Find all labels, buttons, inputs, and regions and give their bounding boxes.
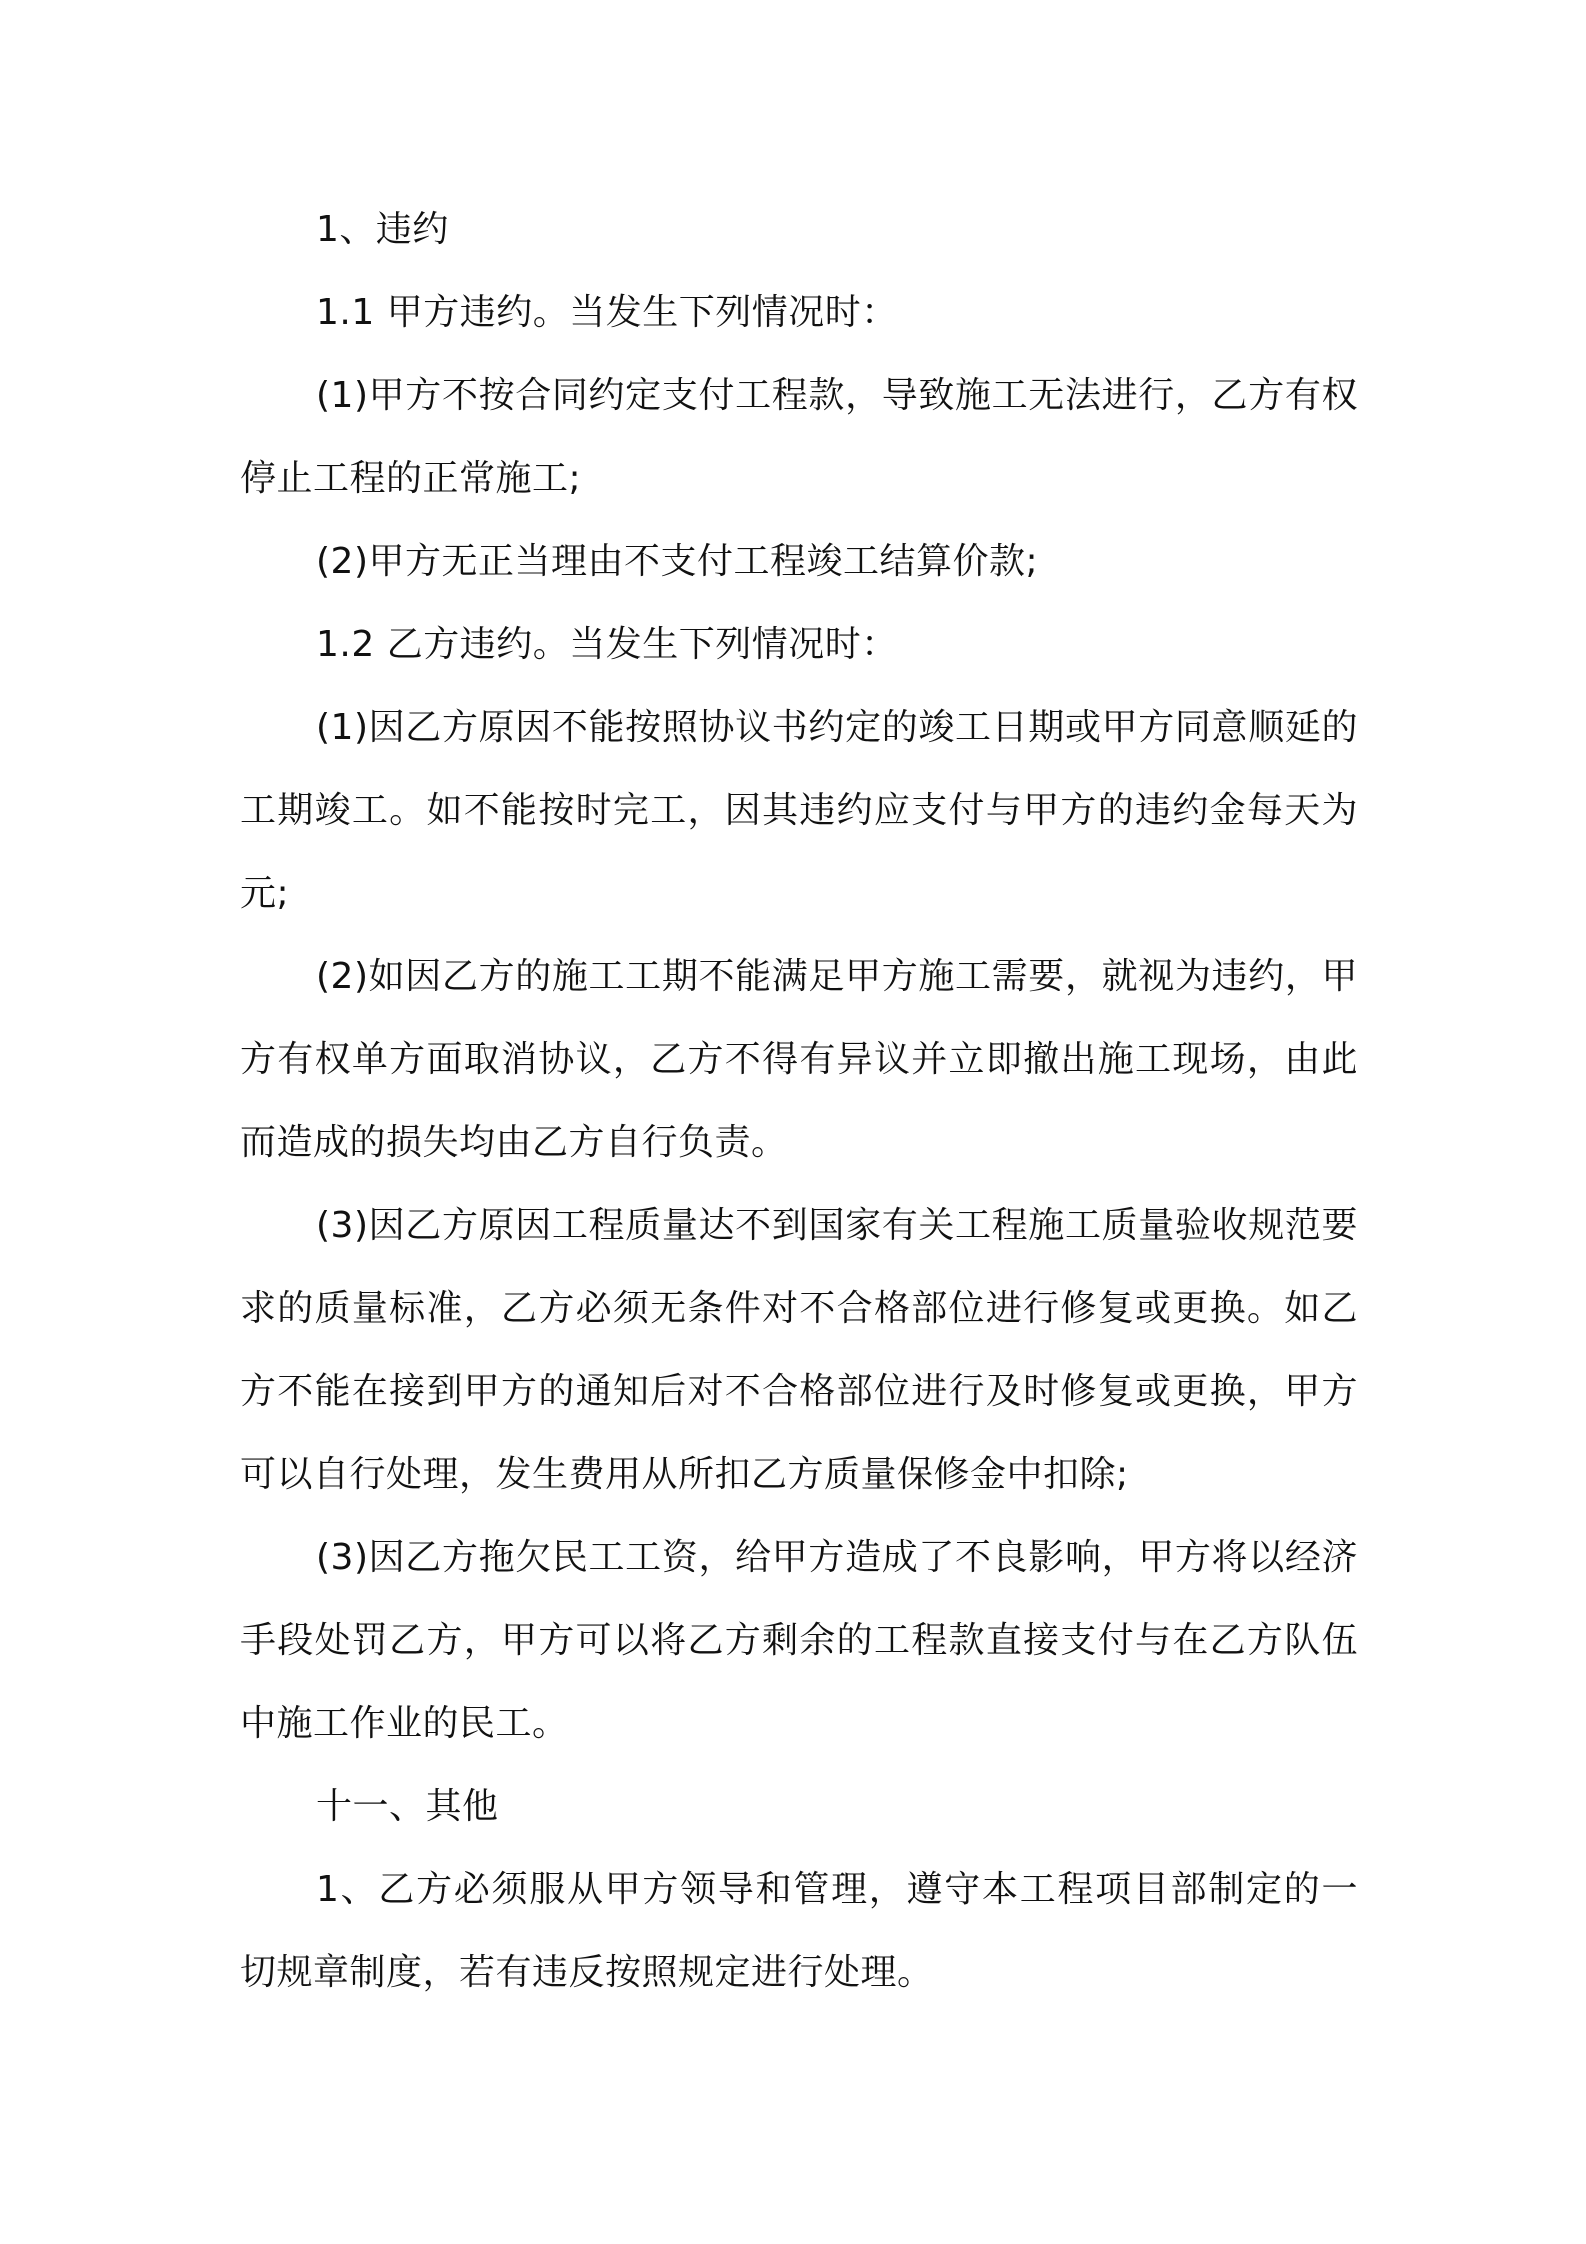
clause-1-2-item-2: (2)如因乙方的施工工期不能满足甲方施工需要，就视为违约，甲方有权单方面取消协议，乙方不得有异议并立即撤出施工现场，由此而造成的损失均由乙方自行负责。 (240, 956, 1358, 1163)
other-item-1: 1、乙方必须服从甲方领导和管理，遵守本工程项目部制定的一切规章制度，若有违反按照规定进行处理。 (240, 1869, 1358, 1993)
clause-1-2-item-1: (1)因乙方原因不能按照协议书约定的竣工日期或甲方同意顺延的工期竣工。如不能按时完工，因其违约应支付与甲方的违约金每天为元; (240, 707, 1358, 914)
clause-1-2-heading: 1.2 乙方违约。当发生下列情况时： (316, 624, 898, 665)
clause-1-2-item-3a: (3)因乙方原因工程质量达不到国家有关工程施工质量验收规范要求的质量标准，乙方必须无条件对不合格部位进行修复或更换。如乙方不能在接到甲方的通知后对不合格部位进行及时修复或更换，甲方可以自行处理，发生费用从所扣乙方质量保修金中扣除; (240, 1205, 1358, 1495)
section-heading-breach: 1、违约 (316, 209, 449, 250)
clause-1-1-item-2: (2)甲方无正当理由不支付工程竣工结算价款; (316, 541, 1039, 582)
clause-1-1-heading: 1.1 甲方违约。当发生下列情况时： (316, 292, 898, 333)
document-page (240, 188, 1358, 2014)
clause-1-2-item-3b: (3)因乙方拖欠民工工资，给甲方造成了不良影响，甲方将以经济手段处罚乙方，甲方可以将乙方剩余的工程款直接支付与在乙方队伍中施工作业的民工。 (240, 1537, 1358, 1744)
section-heading-other: 十一、其他 (316, 1786, 499, 1827)
clause-1-1-item-1: (1)甲方不按合同约定支付工程款，导致施工无法进行，乙方有权停止工程的正常施工; (240, 375, 1358, 499)
